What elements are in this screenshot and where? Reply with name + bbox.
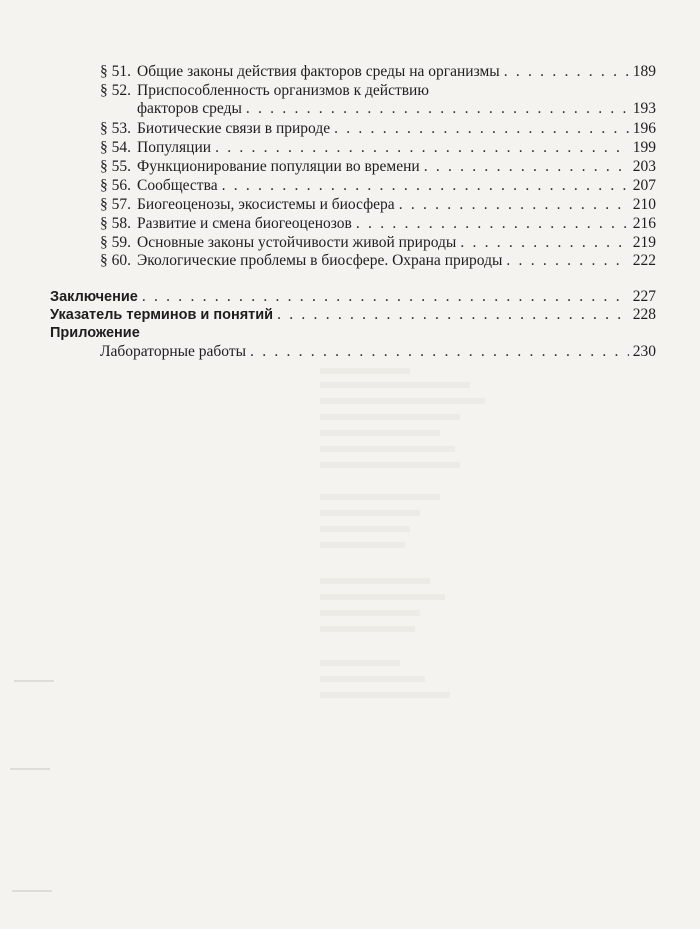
bleed-through <box>320 414 460 420</box>
section-number: § 58. <box>100 215 131 232</box>
bleed-through <box>320 368 410 374</box>
page-number: 227 <box>632 288 656 305</box>
toc-entry <box>100 82 656 100</box>
section-number: § 60. <box>100 252 131 269</box>
leader-dots <box>222 177 629 195</box>
section-title: Функционирование популяции во времени <box>137 158 420 175</box>
section-number: § 56. <box>100 177 131 194</box>
toc-entry <box>100 234 656 252</box>
leader-dots <box>334 120 629 138</box>
bleed-through <box>320 462 460 468</box>
leader-dots <box>215 139 629 157</box>
leader-dots <box>250 343 629 361</box>
page-number: 230 <box>632 343 656 360</box>
page-number: 207 <box>632 177 656 194</box>
bleed-through <box>320 398 485 404</box>
section-number: § 59. <box>100 234 131 251</box>
section-title: Развитие и смена биогеоценозов <box>137 215 352 232</box>
bleed-through <box>320 382 470 388</box>
section-title: Сообщества <box>137 177 218 194</box>
toc-entry <box>100 158 656 176</box>
toc-entry-conclusion <box>50 288 656 306</box>
toc-entry-index <box>50 306 656 324</box>
leader-dots <box>142 288 629 306</box>
leader-dots <box>356 215 629 233</box>
leader-dots <box>277 306 629 324</box>
toc-entry <box>100 252 656 270</box>
page-number: 189 <box>632 63 656 80</box>
page-number: 199 <box>632 139 656 156</box>
page-number: 196 <box>632 120 656 137</box>
toc-entry <box>100 215 656 233</box>
bleed-through <box>320 526 410 532</box>
bleed-through <box>320 510 420 516</box>
toc-entry-continuation <box>137 100 656 118</box>
page-number: 222 <box>632 252 656 269</box>
section-number: § 51. <box>100 63 131 80</box>
section-title: Экологические проблемы в биосфере. Охрана природы <box>137 252 503 269</box>
toc-entry <box>100 139 656 157</box>
bleed-through <box>320 692 450 698</box>
section-number: § 57. <box>100 196 131 213</box>
section-title: Лабораторные работы <box>100 343 247 360</box>
bleed-through <box>320 430 440 436</box>
page-number: 228 <box>632 306 656 323</box>
section-title: Биотические связи в природе <box>137 120 331 137</box>
page-number: 216 <box>632 215 656 232</box>
chapter-title: Заключение <box>50 289 138 305</box>
toc-entry <box>100 120 656 138</box>
leader-dots <box>460 234 628 252</box>
section-number: § 55. <box>100 158 131 175</box>
section-number: § 54. <box>100 139 131 156</box>
bleed-through <box>320 542 405 548</box>
toc-entry-appendix: Приложение <box>50 325 140 341</box>
leader-dots <box>504 63 629 81</box>
bleed-through <box>320 578 430 584</box>
bleed-through <box>320 610 420 616</box>
section-title: Популяции <box>137 139 212 156</box>
section-number: § 52. <box>100 82 131 99</box>
section-title: Приспособленность организмов к действию <box>137 82 429 99</box>
page-number: 210 <box>632 196 656 213</box>
leader-dots <box>399 196 629 214</box>
chapter-title: Указатель терминов и понятий <box>50 307 274 323</box>
bleed-through <box>320 446 455 452</box>
bleed-through <box>320 660 400 666</box>
page-number: 219 <box>632 234 656 251</box>
scan-edge-mark <box>12 890 52 892</box>
leader-dots <box>246 100 629 118</box>
bleed-through <box>320 676 425 682</box>
leader-dots <box>506 252 628 270</box>
section-title: Основные законы устойчивости живой природы <box>137 234 457 251</box>
toc-entry <box>100 196 656 214</box>
leader-dots <box>424 158 629 176</box>
scan-edge-mark <box>14 680 54 682</box>
toc-entry <box>100 177 656 195</box>
page-number: 203 <box>632 158 656 175</box>
section-title: факторов среды <box>137 100 242 117</box>
toc-entry-lab-works <box>100 343 656 361</box>
section-title: Биогеоценозы, экосистемы и биосфера <box>137 196 395 213</box>
section-title: Общие законы действия факторов среды на организмы <box>137 63 500 80</box>
toc-entry <box>100 63 656 81</box>
section-number: § 53. <box>100 120 131 137</box>
bleed-through <box>320 594 445 600</box>
scan-edge-mark <box>10 768 50 770</box>
bleed-through <box>320 494 440 500</box>
page-number: 193 <box>632 100 656 117</box>
bleed-through <box>320 626 415 632</box>
